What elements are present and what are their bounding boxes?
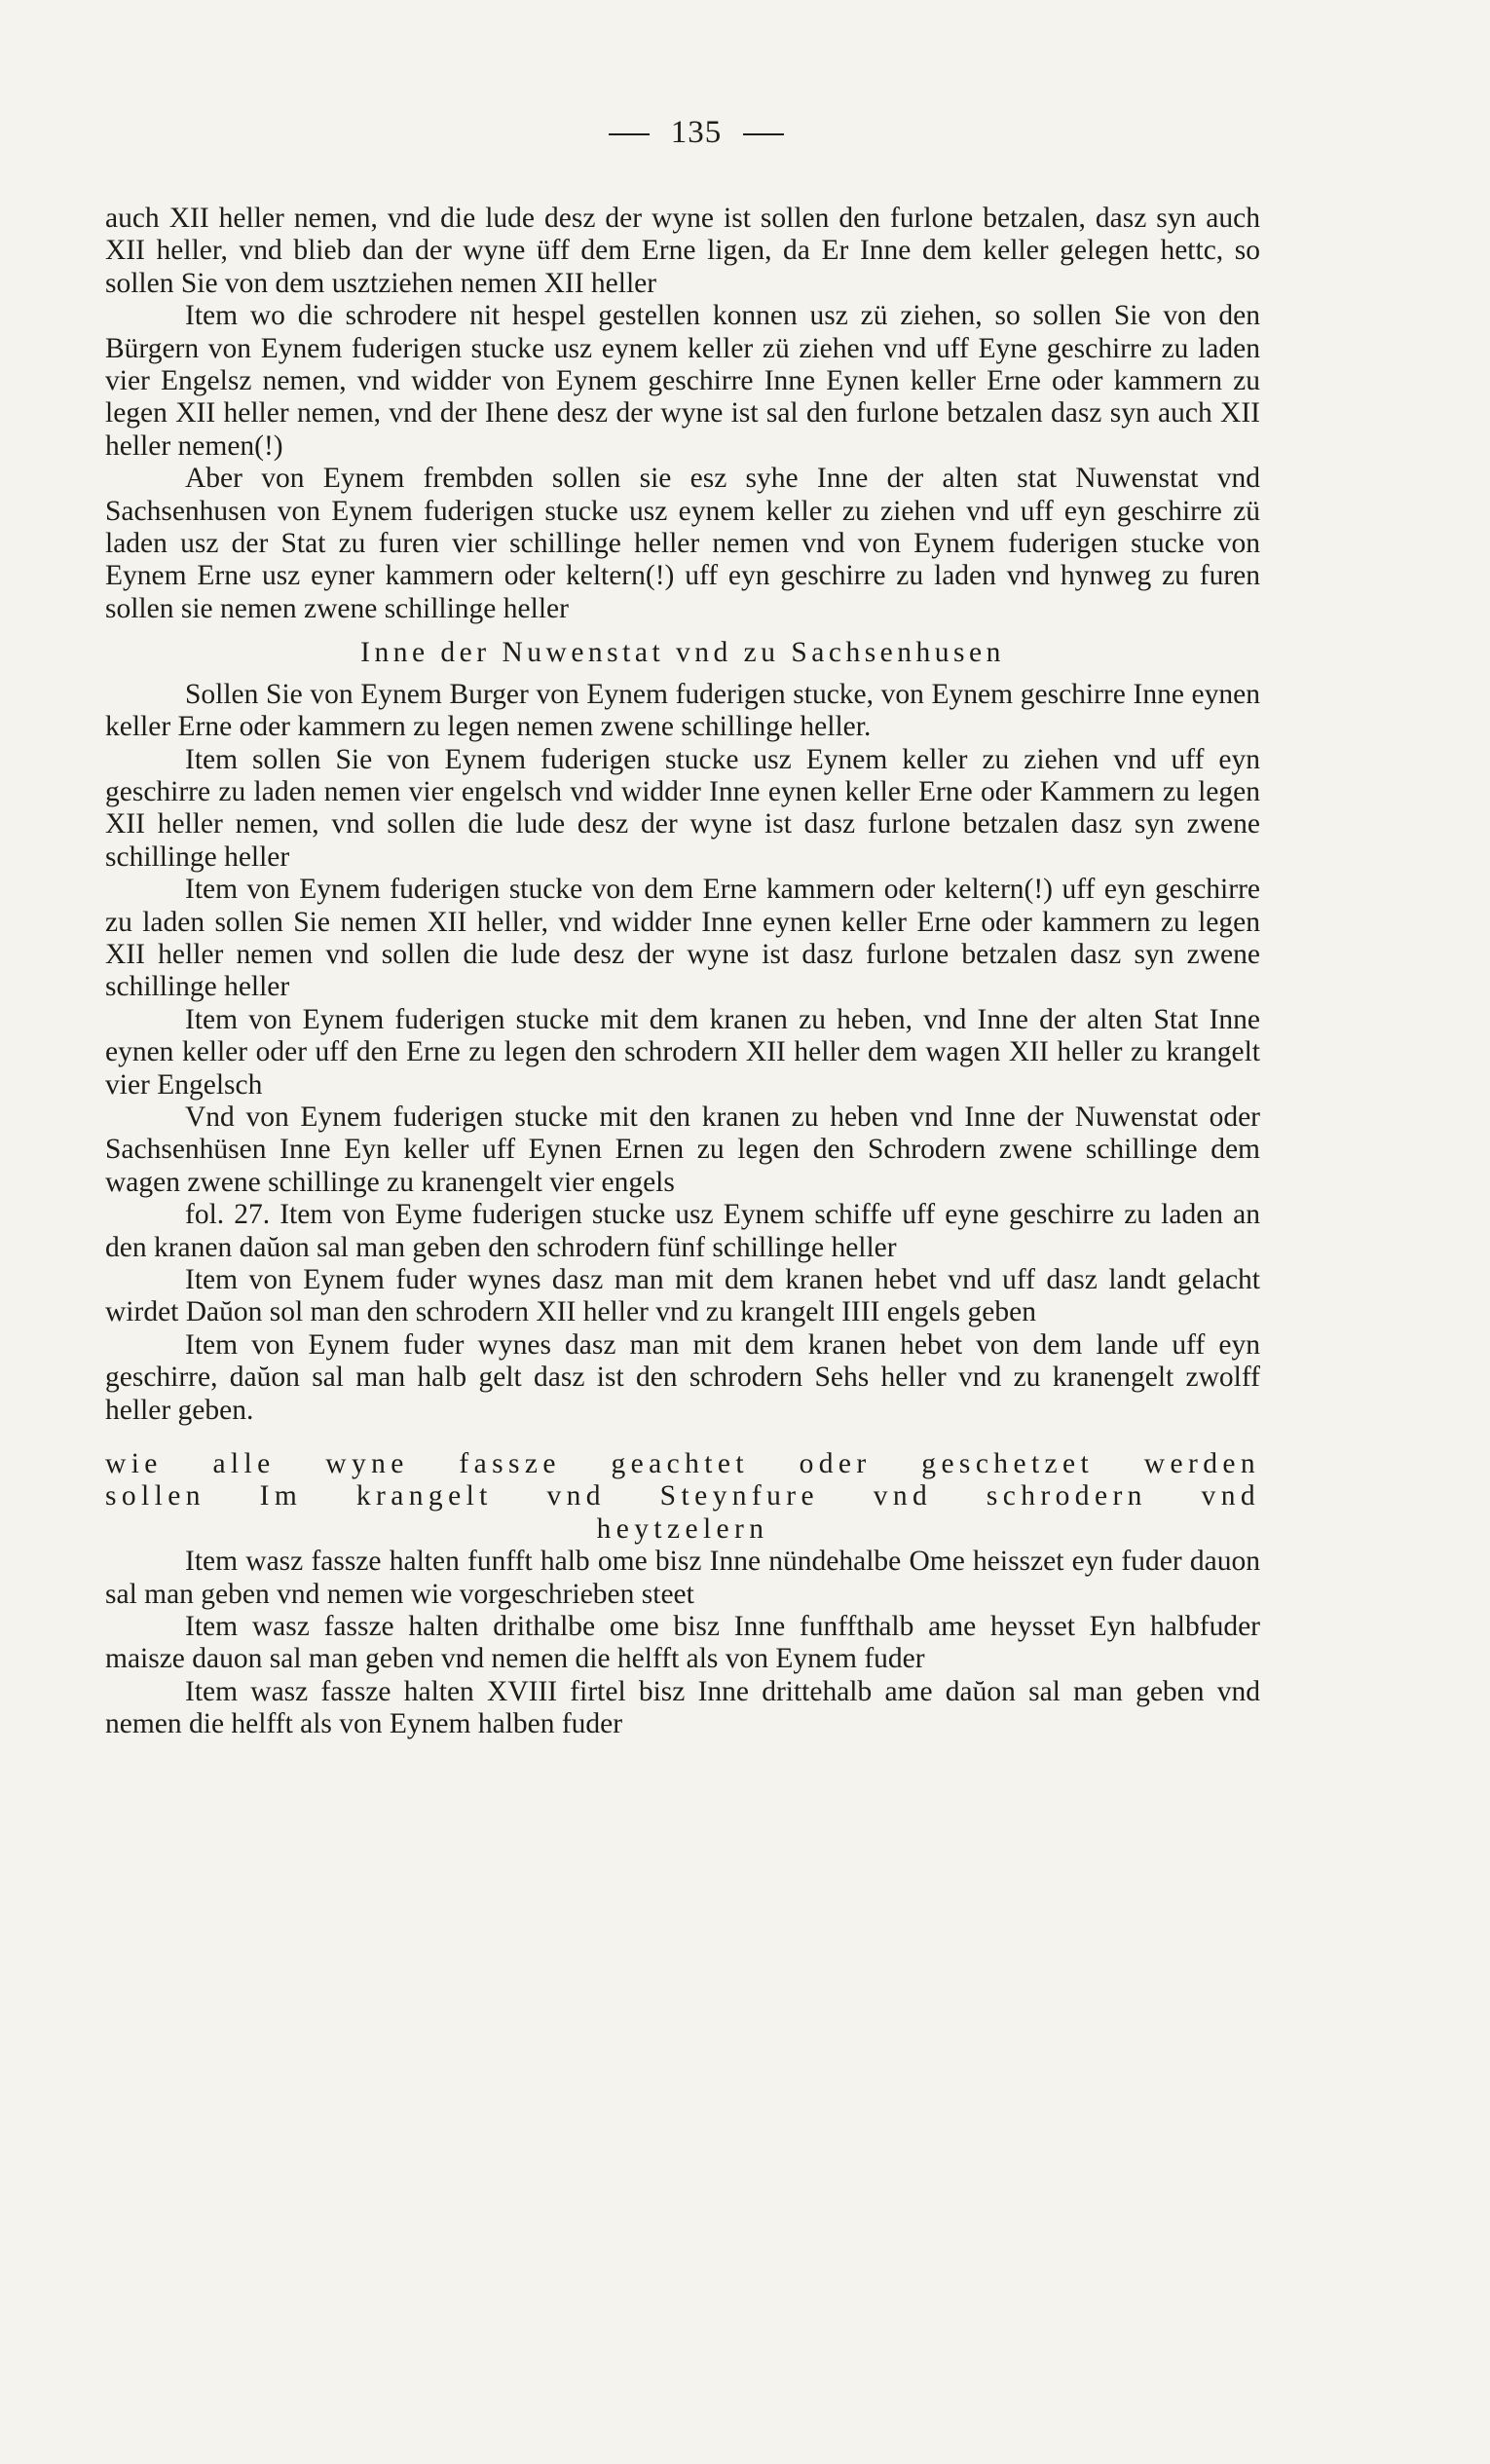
section-heading: Inne der Nuwenstat vnd zu Sachsenhusen bbox=[360, 637, 1005, 669]
paragraph: Aber von Eynem frembden sollen sie esz syhe Inne der alten stat Nuwenstat vnd Sachsenhusen von Eynem fuderigen stucke usz eynem keller zu ziehen vnd uff eyn geschirre zü laden usz der Stat zu furen vier schillinge heller nemen vnd von Eynem fuderigen stucke von Eynem Erne usz eyner kammern oder keltern(!) uff eyn geschirre zu laden vnd hynweg zu furen sollen sie nemen zwene schillinge heller bbox=[105, 463, 1260, 624]
paragraph: Vnd von Eynem fuderigen stucke mit den kranen zu heben vnd Inne der Nuwenstat oder Sachsenhüsen Inne Eyn keller uff Eynen Ernen zu legen den Schrodern zwene schillinge dem wagen zwene schillinge zu kranengelt vier engels bbox=[105, 1101, 1260, 1198]
paragraph: Item von Eynem fuderigen stucke von dem Erne kammern oder keltern(!) uff eyn geschirre zu laden sollen Sie nemen XII heller, vnd widder Inne eynen keller Erne oder kammern zu legen XII heller nemen vnd sollen die lude desz der wyne ist dasz furlone betzalen dasz syn zwene schillinge heller bbox=[105, 874, 1260, 1003]
heading-line: wie alle wyne fassze geachtet oder geschetzet werden bbox=[105, 1448, 1260, 1480]
paragraph: Item von Eynem fuder wynes dasz man mit dem kranen hebet vnd uff dasz landt gelacht wirdet Daŭon sol man den schrodern XII heller vnd zu krangelt IIII engels geben bbox=[105, 1264, 1260, 1328]
dash-right bbox=[743, 133, 784, 135]
paragraph: Item wasz fassze halten XVIII firtel bisz Inne drittehalb ame daŭon sal man geben vnd nemen die helfft als von Eynem halben fuder bbox=[105, 1675, 1260, 1740]
body-text bbox=[105, 203, 1260, 1741]
page-number-value: 135 bbox=[670, 115, 723, 150]
dash-left bbox=[609, 133, 650, 135]
paragraph: auch XII heller nemen, vnd die lude desz der wyne ist sollen den furlone betzalen, dasz syn auch XII heller, vnd blieb dan der wyne üff dem Erne ligen, da Er Inne dem keller gelegen hettc, so sollen Sie von dem usztziehen nemen XII heller bbox=[105, 203, 1260, 299]
heading-line: sollen Im krangelt vnd Steynfure vnd schrodern vnd bbox=[105, 1480, 1260, 1512]
paragraph: Sollen Sie von Eynem Burger von Eynem fuderigen stucke, von Eynem geschirre Inne eynen keller Erne oder kammern zu legen nemen zwene schillinge heller. bbox=[105, 678, 1260, 743]
paragraph: Item von Eynem fuder wynes dasz man mit dem kranen hebet von dem lande uff eyn geschirre, daŭon sal man halb gelt dasz ist den schrodern Sehs heller vnd zu kranengelt zwolff heller geben. bbox=[105, 1328, 1260, 1426]
heading-line: heytzelern bbox=[596, 1512, 769, 1545]
paragraph: Item wasz fassze halten drithalbe ome bisz Inne funffthalb ame heysset Eyn halbfuder maisze dauon sal man geben vnd nemen die helfft als von Eynem fuder bbox=[105, 1611, 1260, 1675]
page-number bbox=[0, 115, 1393, 151]
paragraph: Item wo die schrodere nit hespel gestellen konnen usz zü ziehen, so sollen Sie von den Bürgern von Eynem fuderigen stucke usz eynem keller zü ziehen vnd uff Eyne geschirre zu laden vier Engelsz nemen, vnd widder von Eynem geschirre Inne Eynen keller Erne oder kammern zu legen XII heller nemen, vnd der Ihene desz der wyne ist sal den furlone betzalen dasz syn auch XII heller nemen(!) bbox=[105, 300, 1260, 462]
paragraph: Item sollen Sie von Eynem fuderigen stucke usz Eynem keller zu ziehen vnd uff eyn geschirre zu laden nemen vier engelsch vnd widder Inne eynen keller Erne oder Kammern zu legen XII heller nemen, vnd sollen die lude desz der wyne ist dasz furlone betzalen dasz syn zwene schillinge heller bbox=[105, 743, 1260, 873]
paragraph: Item wasz fassze halten funfft halb ome bisz Inne nündehalbe Ome heisszet eyn fuder dauon sal man geben vnd nemen wie vorgeschrieben steet bbox=[105, 1546, 1260, 1610]
section-heading-spaced bbox=[105, 1448, 1260, 1546]
paragraph: Item von Eynem fuderigen stucke mit dem kranen zu heben, vnd Inne der alten Stat Inne eynen keller oder uff den Erne zu legen den schrodern XII heller dem wagen XII heller zu krangelt vier Engelsch bbox=[105, 1003, 1260, 1101]
paragraph: fol. 27. Item von Eyme fuderigen stucke usz Eynem schiffe uff eyne geschirre zu laden an den kranen daŭon sal man geben den schrodern fünf schillinge heller bbox=[105, 1199, 1260, 1263]
